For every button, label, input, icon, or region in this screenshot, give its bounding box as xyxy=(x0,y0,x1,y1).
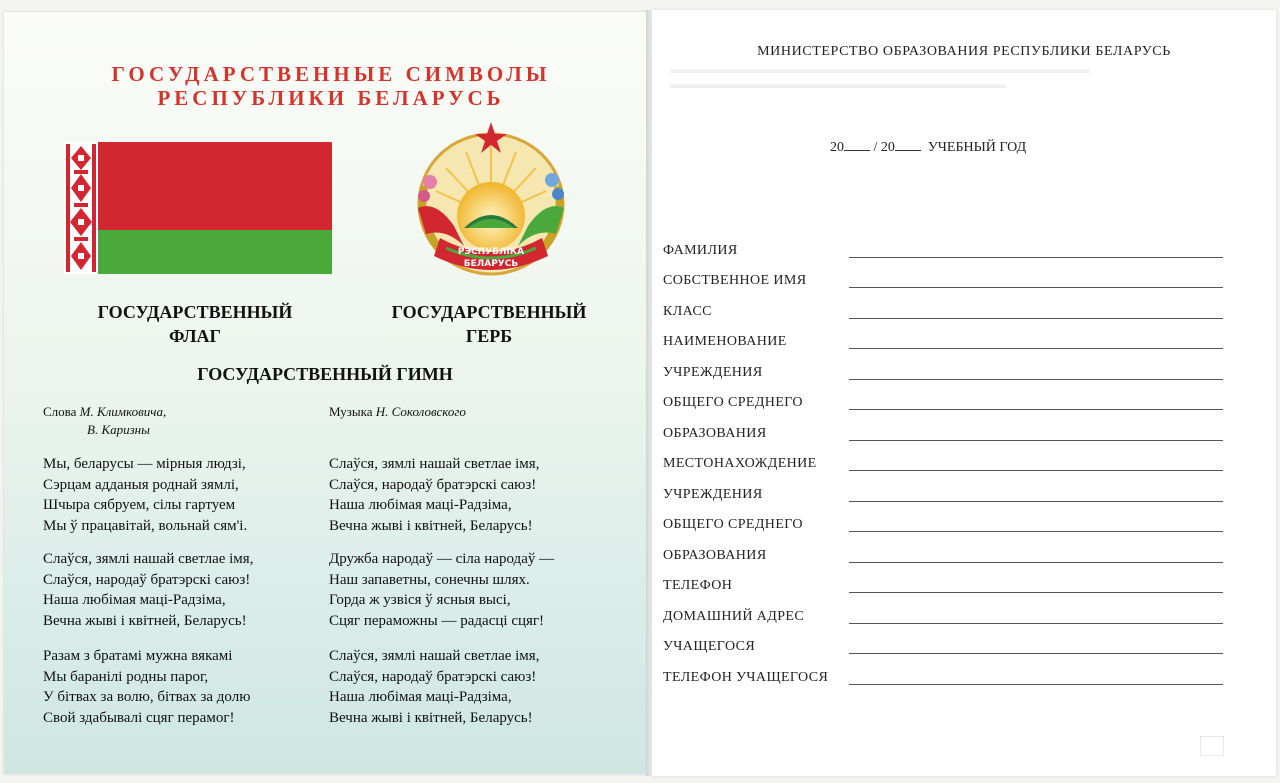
words-author1: М. Климковича, xyxy=(79,404,167,419)
music-author: Н. Соколовского xyxy=(375,404,466,419)
verse-line: Сэрцам адданыя роднай зямлі, xyxy=(43,476,239,493)
verse-line: Горда ж узвіся ў ясныя высі, xyxy=(329,592,511,608)
page-number-box xyxy=(1200,736,1224,756)
field-student-phone xyxy=(663,664,1223,695)
field-label: УЧРЕЖДЕНИЯ xyxy=(663,364,763,380)
emblem-ribbon-text1: РЭСПУБЛІКА xyxy=(457,247,525,257)
field-label: УЧАЩЕГОСЯ xyxy=(663,639,756,654)
stanza-left-2 xyxy=(43,549,253,631)
fill-line[interactable] xyxy=(849,409,1223,410)
state-flag xyxy=(64,142,332,274)
field-label: ФАМИЛИЯ xyxy=(663,242,738,258)
fill-line[interactable] xyxy=(849,562,1223,563)
year-suffix: УЧЕБНЫЙ ГОД xyxy=(927,140,1027,155)
field-surname xyxy=(663,237,1223,268)
verse-line: Наша любімая маці-Радзіма, xyxy=(329,689,512,705)
verse-line: Вечна жыві і квітней, Беларусь! xyxy=(329,709,533,726)
emblem-ribbon-text2: БЕЛАРУСЬ xyxy=(463,259,519,269)
year-prefix: 20 xyxy=(830,140,844,155)
flag-caption xyxy=(72,300,318,348)
verse-line: Вечна жыві і квітней, Беларусь! xyxy=(43,612,247,629)
field-label: УЧРЕЖДЕНИЯ xyxy=(663,486,763,502)
words-label: Слова xyxy=(43,404,77,419)
fill-line[interactable] xyxy=(849,318,1223,319)
verse-line: Мы баранілі родны парог, xyxy=(43,668,209,685)
verse-line: Слаўся, зямлі нашай светлае імя, xyxy=(329,456,540,472)
emblem-caption-line2: ГЕРБ xyxy=(465,326,513,346)
field-school-location-2 xyxy=(663,481,1223,512)
verse-line: Слаўся, народаў братэрскі саюз! xyxy=(329,668,537,685)
student-info-form xyxy=(663,237,1223,695)
flag-caption-line1: ГОСУДАРСТВЕННЫЙ xyxy=(97,302,293,322)
stanza-left-1 xyxy=(43,454,247,536)
field-school-name-4 xyxy=(663,420,1223,451)
fill-line[interactable] xyxy=(849,440,1223,441)
flag-red-band xyxy=(98,142,332,230)
verse-line: Мы ў працавітай, вольнай сям'і. xyxy=(43,517,248,534)
field-home-address-2 xyxy=(663,634,1223,665)
words-credit xyxy=(43,403,166,439)
verse-line: Мы, беларусы — мірныя людзі, xyxy=(43,456,246,472)
music-label: Музыка xyxy=(329,404,373,419)
stanza-right-3 xyxy=(329,646,539,728)
field-label: ОБЩЕГО СРЕДНЕГО xyxy=(663,517,803,532)
field-first-name xyxy=(663,268,1223,299)
field-label: ОБЩЕГО СРЕДНЕГО xyxy=(663,395,803,410)
fill-line[interactable] xyxy=(849,501,1223,502)
anthem-title: ГОСУДАРСТВЕННЫЙ ГИМН xyxy=(197,364,453,384)
field-label: МЕСТОНАХОЖДЕНИЕ xyxy=(663,456,817,471)
show-through-text: ▬▬▬▬▬▬▬▬▬▬▬▬▬▬▬▬▬▬▬▬▬▬▬▬▬▬▬▬▬▬▬▬▬▬▬ ▬▬▬▬▬▬▬▬▬▬▬▬▬▬▬▬▬▬▬▬▬▬▬▬▬▬▬▬ xyxy=(670,62,1090,91)
stanza-left-3 xyxy=(43,646,250,728)
field-home-address xyxy=(663,603,1223,634)
verse-line: Дружба народаў — сіла народаў — xyxy=(329,551,555,567)
fill-line[interactable] xyxy=(849,684,1223,685)
field-school-location xyxy=(663,451,1223,482)
verse-line: Наша любімая маці-Радзіма, xyxy=(43,592,226,608)
field-label: ОБРАЗОВАНИЯ xyxy=(663,425,767,441)
field-label: ОБРАЗОВАНИЯ xyxy=(663,547,767,563)
emblem-caption-line1: ГОСУДАРСТВЕННЫЙ xyxy=(391,302,587,322)
words-author2: В. Каризны xyxy=(87,422,150,437)
symbols-title-line2: РЕСПУБЛИКИ БЕЛАРУСЬ xyxy=(157,86,505,110)
verse-line: Слаўся, зямлі нашай светлае імя, xyxy=(329,648,540,664)
emblem-caption xyxy=(366,300,612,348)
year-end-blank[interactable] xyxy=(895,138,921,151)
verse-line: У бітвах за волю, бітвах за долю xyxy=(43,689,251,705)
fill-line[interactable] xyxy=(849,470,1223,471)
field-school-location-4 xyxy=(663,542,1223,573)
fill-line[interactable] xyxy=(849,287,1223,288)
field-label: ТЕЛЕФОН УЧАЩЕГОСЯ xyxy=(663,669,829,685)
flag-green-band xyxy=(98,230,332,274)
field-label: НАИМЕНОВАНИЕ xyxy=(663,334,787,349)
school-year xyxy=(830,138,1026,156)
symbols-title-line1: ГОСУДАРСТВЕННЫЕ СИМВОЛЫ xyxy=(111,62,551,86)
field-school-location-3 xyxy=(663,512,1223,543)
flag-ornament xyxy=(64,142,98,274)
verse-line: Слаўся, народаў братэрскі саюз! xyxy=(43,571,251,588)
verse-line: Наш запаветны, сонечны шлях. xyxy=(329,571,530,588)
verse-line: Сцяг пераможны — радасці сцяг! xyxy=(329,612,545,629)
stanza-right-1 xyxy=(329,454,539,536)
fill-line[interactable] xyxy=(849,348,1223,349)
verse-line: Свой здабывалі сцяг перамог! xyxy=(43,709,235,726)
year-start-blank[interactable] xyxy=(844,138,870,151)
verse-line: Разам з братамі мужна вякамі xyxy=(43,648,233,664)
field-school-name xyxy=(663,329,1223,360)
verse-line: Наша любімая маці-Радзіма, xyxy=(329,497,512,513)
ministry-header: МИНИСТЕРСТВО ОБРАЗОВАНИЯ РЕСПУБЛИКИ БЕЛАРУСЬ xyxy=(757,44,1171,59)
field-school-name-3 xyxy=(663,390,1223,421)
field-label: СОБСТВЕННОЕ ИМЯ xyxy=(663,273,807,288)
field-label: ДОМАШНИЙ АДРЕС xyxy=(663,608,805,624)
verse-line: Шчыра сябруем, сілы гартуем xyxy=(43,497,236,513)
fill-line[interactable] xyxy=(849,623,1223,624)
field-class xyxy=(663,298,1223,329)
fill-line[interactable] xyxy=(849,531,1223,532)
field-phone xyxy=(663,573,1223,604)
field-school-name-2 xyxy=(663,359,1223,390)
field-label: КЛАСС xyxy=(663,303,712,319)
fill-line[interactable] xyxy=(849,653,1223,654)
fill-line[interactable] xyxy=(849,379,1223,380)
stanza-right-2 xyxy=(329,549,554,631)
verse-line: Слаўся, народаў братэрскі саюз! xyxy=(329,476,537,493)
flag-caption-line2: ФЛАГ xyxy=(169,326,221,346)
fill-line[interactable] xyxy=(849,592,1223,593)
year-middle: / 20 xyxy=(873,140,895,155)
verse-line: Слаўся, зямлі нашай светлае імя, xyxy=(43,551,254,567)
state-emblem-icon xyxy=(406,116,576,282)
music-credit xyxy=(329,403,466,421)
field-label: ТЕЛЕФОН xyxy=(663,578,733,593)
verse-line: Вечна жыві і квітней, Беларусь! xyxy=(329,517,533,534)
fill-line[interactable] xyxy=(849,257,1223,258)
